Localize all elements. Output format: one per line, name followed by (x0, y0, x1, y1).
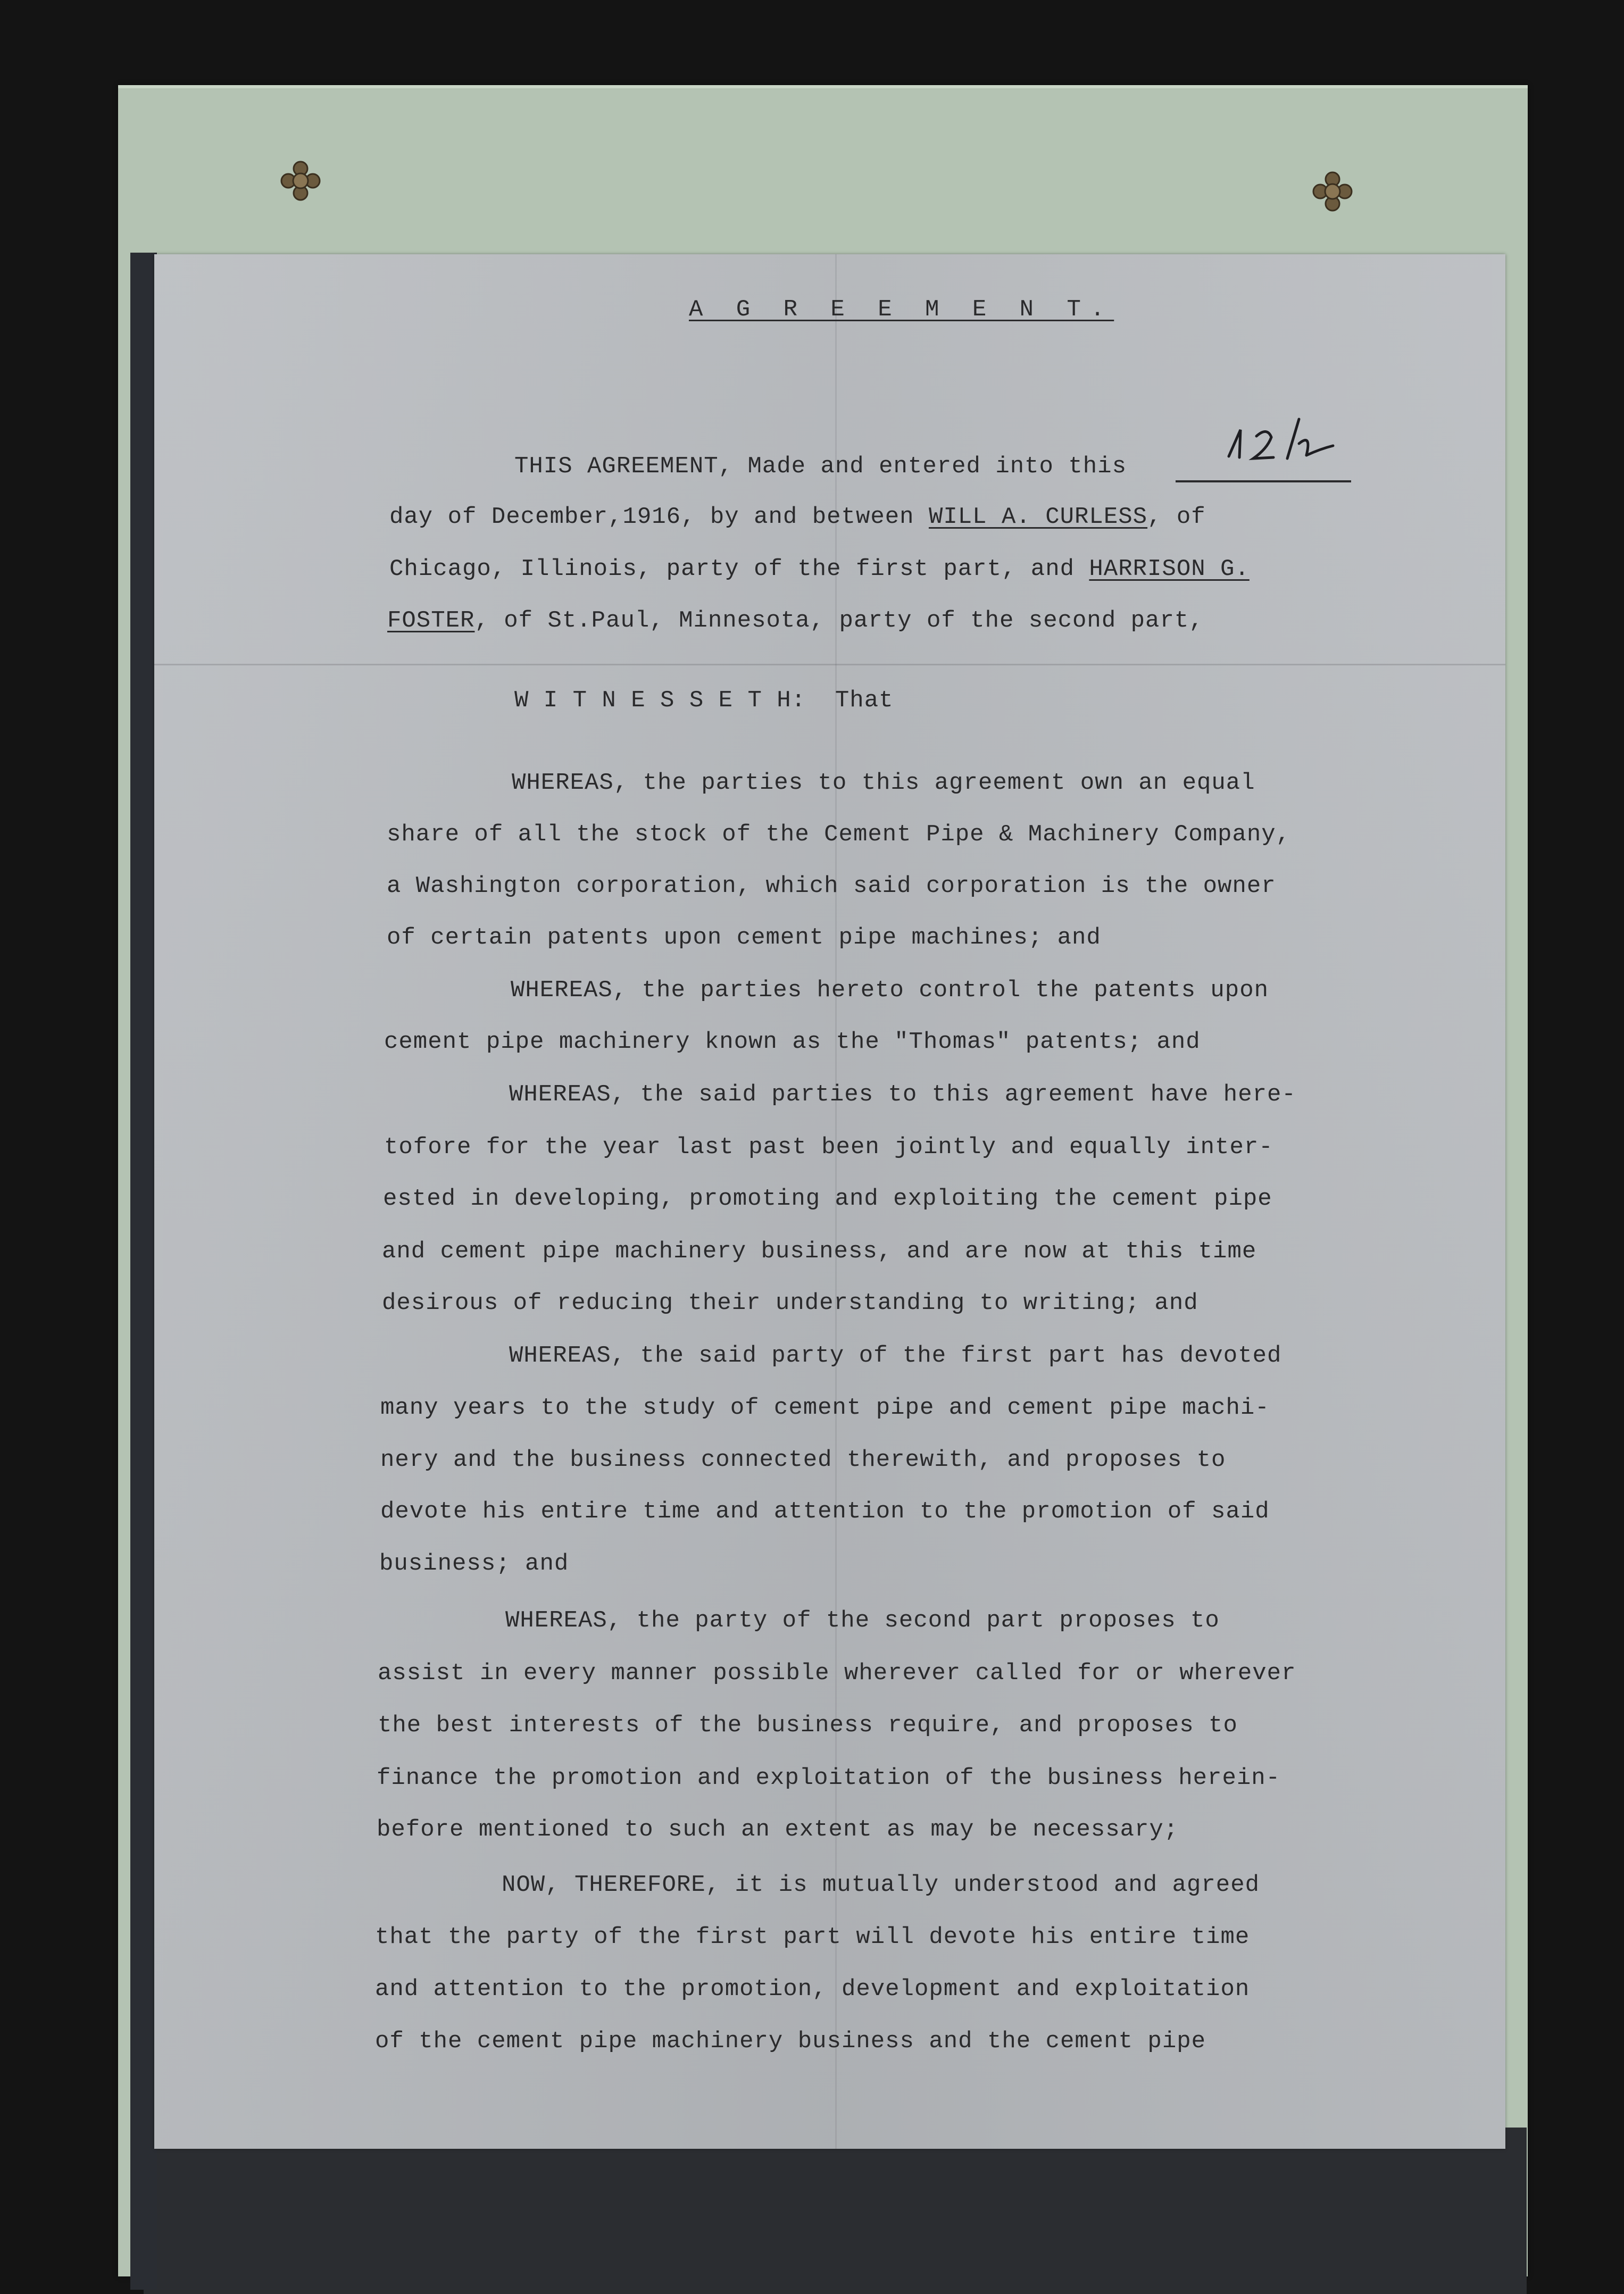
preamble-line-1: THIS AGREEMENT, Made and entered into this (514, 453, 1127, 480)
body-line: WHEREAS, the parties to this agreement own an equal (512, 770, 1255, 796)
preamble-line-3: Chicago, Illinois, party of the first part, and HARRISON G. (389, 556, 1250, 582)
left-fastener-icon (277, 157, 324, 205)
body-line: WHEREAS, the said party of the first part has devoted (509, 1342, 1282, 1369)
backing-board-edge (118, 85, 1528, 88)
body-line: a Washington corporation, which said corporation is the owner (387, 873, 1276, 899)
body-line: before mentioned to such an extent as may be necessary; (377, 1816, 1179, 1843)
handwritten-day (1207, 393, 1346, 478)
body-line: devote his entire time and attention to the promotion of said (380, 1498, 1270, 1525)
fold-crease (154, 664, 1505, 665)
binding-strip (130, 253, 157, 2290)
body-line: desirous of reducing their understanding to writing; and (382, 1290, 1198, 1316)
body-line: of certain patents upon cement pipe machines; and (387, 924, 1101, 951)
body-line: business; and (379, 1550, 569, 1577)
party-one-name: WILL A. CURLESS (928, 504, 1148, 530)
body-line: tofore for the year last past been jointly and equally inter- (384, 1134, 1273, 1161)
witnesseth-heading: W I T N E S S E T H: That (514, 687, 894, 714)
body-line: nery and the business connected therewith, and proposes to (380, 1447, 1226, 1473)
document-title: A G R E E M E N T. (689, 296, 1114, 323)
body-line: ested in developing, promoting and exploiting the cement pipe (383, 1186, 1272, 1212)
body-line: WHEREAS, the party of the second part proposes to (505, 1607, 1220, 1634)
body-line: many years to the study of cement pipe and cement pipe machi- (380, 1395, 1270, 1421)
body-line: of the cement pipe machinery business and the cement pipe (375, 2028, 1206, 2055)
body-line: assist in every manner possible wherever called for or wherever (378, 1660, 1296, 1687)
party-two-name-part-a: HARRISON G. (1089, 556, 1250, 582)
preamble-line-4: FOSTER, of St.Paul, Minnesota, party of the second part, (387, 607, 1204, 634)
body-line: cement pipe machinery known as the "Thomas" patents; and (384, 1029, 1201, 1055)
body-line: and attention to the promotion, development and exploitation (375, 1976, 1250, 2003)
body-line: that the party of the first part will devote his entire time (375, 1924, 1250, 1950)
party-two-name-part-b: FOSTER (387, 607, 475, 634)
body-line: share of all the stock of the Cement Pipe & Machinery Company, (387, 821, 1291, 848)
body-line: WHEREAS, the parties hereto control the patents upon (511, 977, 1269, 1004)
body-line: and cement pipe machinery business, and are now at this time (382, 1238, 1257, 1265)
under-sheet (144, 2128, 1527, 2294)
right-fastener-icon (1309, 168, 1356, 215)
preamble-line-2: day of December,1916, by and between WILL A. CURLESS, of (389, 504, 1206, 530)
body-line: the best interests of the business require, and proposes to (378, 1712, 1238, 1739)
body-line: NOW, THEREFORE, it is mutually understood and agreed (502, 1872, 1260, 1898)
body-line: finance the promotion and exploitation of the business herein- (377, 1765, 1281, 1791)
body-line: WHEREAS, the said parties to this agreement have here- (509, 1081, 1296, 1108)
